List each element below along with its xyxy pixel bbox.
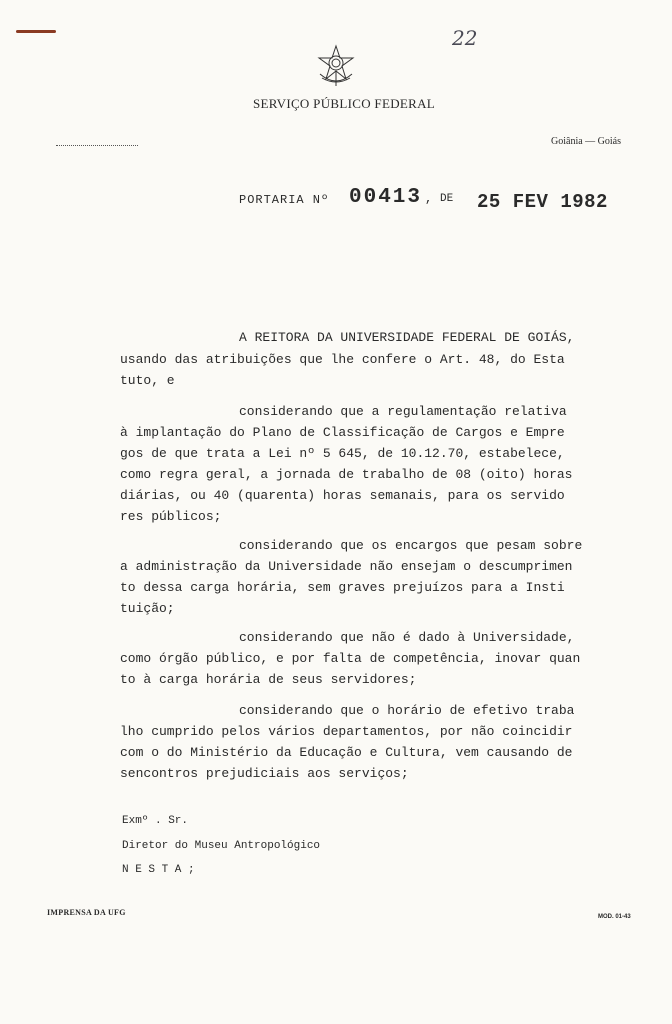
body-line: lho cumprido pelos vários departamentos, por não coincidir — [120, 724, 573, 739]
portaria-de-label: DE — [440, 193, 454, 205]
institution-header: SERVIÇO PÚBLICO FEDERAL — [252, 96, 436, 111]
form-model-code: MOD. 01-43 — [598, 914, 631, 920]
body-line: considerando que os encargos que pesam sobre — [239, 538, 583, 553]
body-line: com o do Ministério da Educação e Cultura, vem causando de — [120, 745, 573, 760]
portaria-label: PORTARIA Nº — [239, 193, 330, 207]
body-line: considerando que a regulamentação relativa — [239, 404, 567, 419]
handwritten-page-number: 22 — [452, 26, 478, 50]
body-line: to à carga horária de seus servidores; — [120, 672, 417, 687]
address-delivery: N E S T A ; — [122, 864, 195, 876]
location-label: Goiânia — Goiás — [551, 136, 621, 147]
body-line: a administração da Universidade não ensejam o descumprimen — [120, 559, 573, 574]
body-line: considerando que não é dado à Universidade, — [239, 630, 575, 645]
body-line: A REITORA DA UNIVERSIDADE FEDERAL DE GOIÁS, — [239, 330, 575, 345]
body-line: como órgão público, e por falta de competência, inovar quan — [120, 651, 581, 666]
body-line: à implantação do Plano de Classificação de Cargos e Empre — [120, 425, 565, 440]
body-line: diárias, ou 40 (quarenta) horas semanais, para os servido — [120, 488, 565, 503]
coat-of-arms-seal — [316, 44, 356, 88]
body-line: tuto, e — [120, 373, 175, 388]
address-salutation: Exmº . Sr. — [122, 815, 189, 827]
body-line: to dessa carga horária, sem graves prejuízos para a Insti — [120, 580, 565, 595]
printer-footer: IMPRENSA DA UFG — [47, 908, 126, 917]
body-line: como regra geral, a jornada de trabalho de 08 (oito) horas — [120, 467, 573, 482]
body-line: gos de que trata a Lei nº 5 645, de 10.12.70, estabelece, — [120, 446, 565, 461]
body-line: sencontros prejudiciais aos serviços; — [120, 766, 409, 781]
body-line: considerando que o horário de efetivo traba — [239, 703, 575, 718]
corner-mark — [16, 30, 56, 33]
portaria-number: 00413 — [349, 186, 423, 209]
portaria-separator: , — [425, 192, 433, 206]
dotted-line — [56, 145, 138, 146]
body-line: res públicos; — [120, 509, 222, 524]
address-recipient: Diretor do Museu Antropológico — [122, 840, 321, 852]
body-line: tuição; — [120, 601, 175, 616]
body-line: usando das atribuições que lhe confere o Art. 48, do Esta — [120, 352, 565, 367]
portaria-date-stamp: 25 FEV 1982 — [477, 191, 608, 213]
